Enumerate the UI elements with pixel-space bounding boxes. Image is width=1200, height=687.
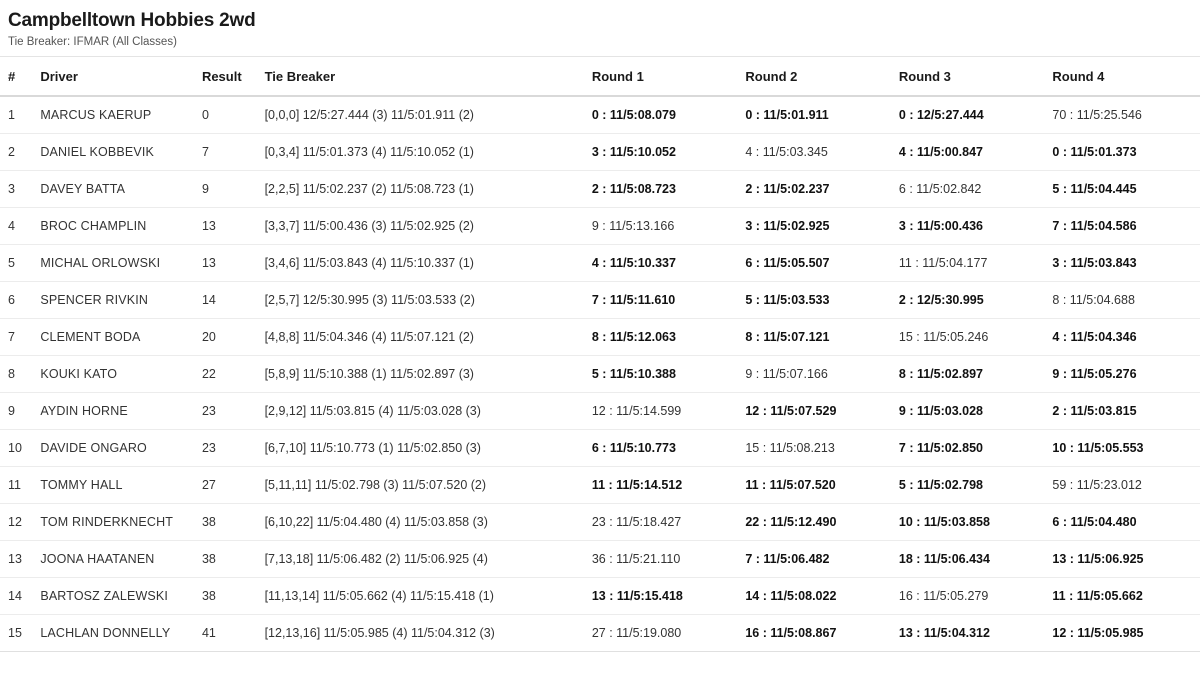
table-body bbox=[0, 96, 1200, 652]
row-result: 27 bbox=[196, 466, 259, 503]
row-rank: 12 bbox=[0, 503, 34, 540]
column-header-tie-breaker[interactable]: Tie Breaker bbox=[259, 56, 586, 96]
row-tie-breaker: [7,13,18] 11/5:06.482 (2) 11/5:06.925 (4) bbox=[259, 540, 586, 577]
row-tie-breaker: [0,3,4] 11/5:01.373 (4) 11/5:10.052 (1) bbox=[259, 133, 586, 170]
row-result: 13 bbox=[196, 244, 259, 281]
row-round-4: 12 : 11/5:05.985 bbox=[1046, 614, 1200, 651]
row-round-2: 12 : 11/5:07.529 bbox=[739, 392, 893, 429]
row-round-4: 8 : 11/5:04.688 bbox=[1046, 281, 1200, 318]
row-round-1: 5 : 11/5:10.388 bbox=[586, 355, 740, 392]
row-result: 38 bbox=[196, 577, 259, 614]
table-row[interactable] bbox=[0, 133, 1200, 170]
row-round-3: 3 : 11/5:00.436 bbox=[893, 207, 1047, 244]
row-round-4: 5 : 11/5:04.445 bbox=[1046, 170, 1200, 207]
table-row[interactable] bbox=[0, 355, 1200, 392]
row-tie-breaker: [12,13,16] 11/5:05.985 (4) 11/5:04.312 (3) bbox=[259, 614, 586, 651]
row-rank: 5 bbox=[0, 244, 34, 281]
column-header-driver[interactable]: Driver bbox=[34, 56, 196, 96]
row-round-3: 18 : 11/5:06.434 bbox=[893, 540, 1047, 577]
row-round-3: 5 : 11/5:02.798 bbox=[893, 466, 1047, 503]
row-round-1: 3 : 11/5:10.052 bbox=[586, 133, 740, 170]
column-header-rank[interactable]: # bbox=[0, 56, 34, 96]
row-round-1: 4 : 11/5:10.337 bbox=[586, 244, 740, 281]
row-round-4: 2 : 11/5:03.815 bbox=[1046, 392, 1200, 429]
row-round-3: 10 : 11/5:03.858 bbox=[893, 503, 1047, 540]
row-round-3: 4 : 11/5:00.847 bbox=[893, 133, 1047, 170]
row-round-2: 4 : 11/5:03.345 bbox=[739, 133, 893, 170]
row-round-3: 11 : 11/5:04.177 bbox=[893, 244, 1047, 281]
table-header bbox=[0, 56, 1200, 96]
page-header bbox=[0, 0, 1200, 56]
row-result: 23 bbox=[196, 392, 259, 429]
row-driver-name: SPENCER RIVKIN bbox=[34, 281, 196, 318]
row-round-3: 7 : 11/5:02.850 bbox=[893, 429, 1047, 466]
row-round-4: 6 : 11/5:04.480 bbox=[1046, 503, 1200, 540]
row-round-3: 13 : 11/5:04.312 bbox=[893, 614, 1047, 651]
row-driver-name: TOM RINDERKNECHT bbox=[34, 503, 196, 540]
row-rank: 10 bbox=[0, 429, 34, 466]
row-round-4: 70 : 11/5:25.546 bbox=[1046, 96, 1200, 134]
row-rank: 11 bbox=[0, 466, 34, 503]
row-driver-name: AYDIN HORNE bbox=[34, 392, 196, 429]
row-round-2: 7 : 11/5:06.482 bbox=[739, 540, 893, 577]
row-round-1: 12 : 11/5:14.599 bbox=[586, 392, 740, 429]
row-round-2: 22 : 11/5:12.490 bbox=[739, 503, 893, 540]
row-round-2: 5 : 11/5:03.533 bbox=[739, 281, 893, 318]
table-row[interactable] bbox=[0, 207, 1200, 244]
page-subtitle: Tie Breaker: IFMAR (All Classes) bbox=[8, 35, 177, 48]
row-round-4: 59 : 11/5:23.012 bbox=[1046, 466, 1200, 503]
row-tie-breaker: [6,7,10] 11/5:10.773 (1) 11/5:02.850 (3) bbox=[259, 429, 586, 466]
row-result: 38 bbox=[196, 503, 259, 540]
row-rank: 6 bbox=[0, 281, 34, 318]
row-round-3: 8 : 11/5:02.897 bbox=[893, 355, 1047, 392]
results-table bbox=[0, 56, 1200, 652]
row-result: 13 bbox=[196, 207, 259, 244]
row-round-4: 9 : 11/5:05.276 bbox=[1046, 355, 1200, 392]
row-driver-name: MARCUS KAERUP bbox=[34, 96, 196, 134]
column-header-round-4[interactable]: Round 4 bbox=[1046, 56, 1200, 96]
table-row[interactable] bbox=[0, 318, 1200, 355]
table-row[interactable] bbox=[0, 96, 1200, 134]
row-round-3: 2 : 12/5:30.995 bbox=[893, 281, 1047, 318]
row-driver-name: DAVEY BATTA bbox=[34, 170, 196, 207]
row-round-2: 16 : 11/5:08.867 bbox=[739, 614, 893, 651]
column-header-round-3[interactable]: Round 3 bbox=[893, 56, 1047, 96]
row-tie-breaker: [3,4,6] 11/5:03.843 (4) 11/5:10.337 (1) bbox=[259, 244, 586, 281]
row-driver-name: BROC CHAMPLIN bbox=[34, 207, 196, 244]
row-round-1: 6 : 11/5:10.773 bbox=[586, 429, 740, 466]
row-rank: 13 bbox=[0, 540, 34, 577]
row-rank: 2 bbox=[0, 133, 34, 170]
row-rank: 8 bbox=[0, 355, 34, 392]
row-round-3: 9 : 11/5:03.028 bbox=[893, 392, 1047, 429]
row-round-3: 16 : 11/5:05.279 bbox=[893, 577, 1047, 614]
row-result: 41 bbox=[196, 614, 259, 651]
row-round-4: 7 : 11/5:04.586 bbox=[1046, 207, 1200, 244]
row-round-4: 3 : 11/5:03.843 bbox=[1046, 244, 1200, 281]
row-round-1: 9 : 11/5:13.166 bbox=[586, 207, 740, 244]
table-row[interactable] bbox=[0, 392, 1200, 429]
row-rank: 15 bbox=[0, 614, 34, 651]
column-header-result[interactable]: Result bbox=[196, 56, 259, 96]
row-driver-name: LACHLAN DONNELLY bbox=[34, 614, 196, 651]
column-header-round-1[interactable]: Round 1 bbox=[586, 56, 740, 96]
row-round-2: 0 : 11/5:01.911 bbox=[739, 96, 893, 134]
row-round-2: 3 : 11/5:02.925 bbox=[739, 207, 893, 244]
row-result: 7 bbox=[196, 133, 259, 170]
row-driver-name: KOUKI KATO bbox=[34, 355, 196, 392]
row-rank: 7 bbox=[0, 318, 34, 355]
column-header-round-2[interactable]: Round 2 bbox=[739, 56, 893, 96]
row-round-1: 27 : 11/5:19.080 bbox=[586, 614, 740, 651]
row-round-4: 0 : 11/5:01.373 bbox=[1046, 133, 1200, 170]
row-round-4: 11 : 11/5:05.662 bbox=[1046, 577, 1200, 614]
row-round-2: 11 : 11/5:07.520 bbox=[739, 466, 893, 503]
table-row[interactable] bbox=[0, 244, 1200, 281]
row-round-2: 2 : 11/5:02.237 bbox=[739, 170, 893, 207]
row-tie-breaker: [2,5,7] 12/5:30.995 (3) 11/5:03.533 (2) bbox=[259, 281, 586, 318]
page-title: Campbelltown Hobbies 2wd bbox=[8, 10, 256, 31]
table-row[interactable] bbox=[0, 577, 1200, 614]
row-round-1: 2 : 11/5:08.723 bbox=[586, 170, 740, 207]
row-tie-breaker: [5,11,11] 11/5:02.798 (3) 11/5:07.520 (2) bbox=[259, 466, 586, 503]
row-result: 0 bbox=[196, 96, 259, 134]
row-round-2: 6 : 11/5:05.507 bbox=[739, 244, 893, 281]
row-driver-name: TOMMY HALL bbox=[34, 466, 196, 503]
row-rank: 9 bbox=[0, 392, 34, 429]
row-round-4: 13 : 11/5:06.925 bbox=[1046, 540, 1200, 577]
row-rank: 4 bbox=[0, 207, 34, 244]
row-round-3: 0 : 12/5:27.444 bbox=[893, 96, 1047, 134]
row-round-2: 8 : 11/5:07.121 bbox=[739, 318, 893, 355]
row-result: 38 bbox=[196, 540, 259, 577]
row-driver-name: CLEMENT BODA bbox=[34, 318, 196, 355]
row-tie-breaker: [4,8,8] 11/5:04.346 (4) 11/5:07.121 (2) bbox=[259, 318, 586, 355]
row-round-2: 14 : 11/5:08.022 bbox=[739, 577, 893, 614]
row-round-3: 15 : 11/5:05.246 bbox=[893, 318, 1047, 355]
row-result: 22 bbox=[196, 355, 259, 392]
row-round-2: 15 : 11/5:08.213 bbox=[739, 429, 893, 466]
row-round-1: 0 : 11/5:08.079 bbox=[586, 96, 740, 134]
row-driver-name: JOONA HAATANEN bbox=[34, 540, 196, 577]
row-round-1: 23 : 11/5:18.427 bbox=[586, 503, 740, 540]
row-round-1: 36 : 11/5:21.110 bbox=[586, 540, 740, 577]
row-round-4: 4 : 11/5:04.346 bbox=[1046, 318, 1200, 355]
row-driver-name: DANIEL KOBBEVIK bbox=[34, 133, 196, 170]
row-tie-breaker: [2,2,5] 11/5:02.237 (2) 11/5:08.723 (1) bbox=[259, 170, 586, 207]
table-row[interactable] bbox=[0, 466, 1200, 503]
table-row[interactable] bbox=[0, 170, 1200, 207]
row-tie-breaker: [6,10,22] 11/5:04.480 (4) 11/5:03.858 (3) bbox=[259, 503, 586, 540]
row-result: 14 bbox=[196, 281, 259, 318]
row-driver-name: DAVIDE ONGARO bbox=[34, 429, 196, 466]
table-row[interactable] bbox=[0, 614, 1200, 651]
row-rank: 1 bbox=[0, 96, 34, 134]
table-row[interactable] bbox=[0, 503, 1200, 540]
row-tie-breaker: [3,3,7] 11/5:00.436 (3) 11/5:02.925 (2) bbox=[259, 207, 586, 244]
table-row[interactable] bbox=[0, 429, 1200, 466]
row-round-1: 8 : 11/5:12.063 bbox=[586, 318, 740, 355]
row-round-1: 7 : 11/5:11.610 bbox=[586, 281, 740, 318]
row-round-3: 6 : 11/5:02.842 bbox=[893, 170, 1047, 207]
row-result: 9 bbox=[196, 170, 259, 207]
row-tie-breaker: [2,9,12] 11/5:03.815 (4) 11/5:03.028 (3) bbox=[259, 392, 586, 429]
table-header-row bbox=[0, 56, 1200, 96]
row-round-2: 9 : 11/5:07.166 bbox=[739, 355, 893, 392]
row-tie-breaker: [11,13,14] 11/5:05.662 (4) 11/5:15.418 (1) bbox=[259, 577, 586, 614]
row-result: 23 bbox=[196, 429, 259, 466]
row-round-1: 11 : 11/5:14.512 bbox=[586, 466, 740, 503]
row-rank: 14 bbox=[0, 577, 34, 614]
table-row[interactable] bbox=[0, 540, 1200, 577]
row-round-4: 10 : 11/5:05.553 bbox=[1046, 429, 1200, 466]
row-tie-breaker: [0,0,0] 12/5:27.444 (3) 11/5:01.911 (2) bbox=[259, 96, 586, 134]
row-driver-name: MICHAL ORLOWSKI bbox=[34, 244, 196, 281]
row-driver-name: BARTOSZ ZALEWSKI bbox=[34, 577, 196, 614]
row-rank: 3 bbox=[0, 170, 34, 207]
row-result: 20 bbox=[196, 318, 259, 355]
row-tie-breaker: [5,8,9] 11/5:10.388 (1) 11/5:02.897 (3) bbox=[259, 355, 586, 392]
table-row[interactable] bbox=[0, 281, 1200, 318]
row-round-1: 13 : 11/5:15.418 bbox=[586, 577, 740, 614]
